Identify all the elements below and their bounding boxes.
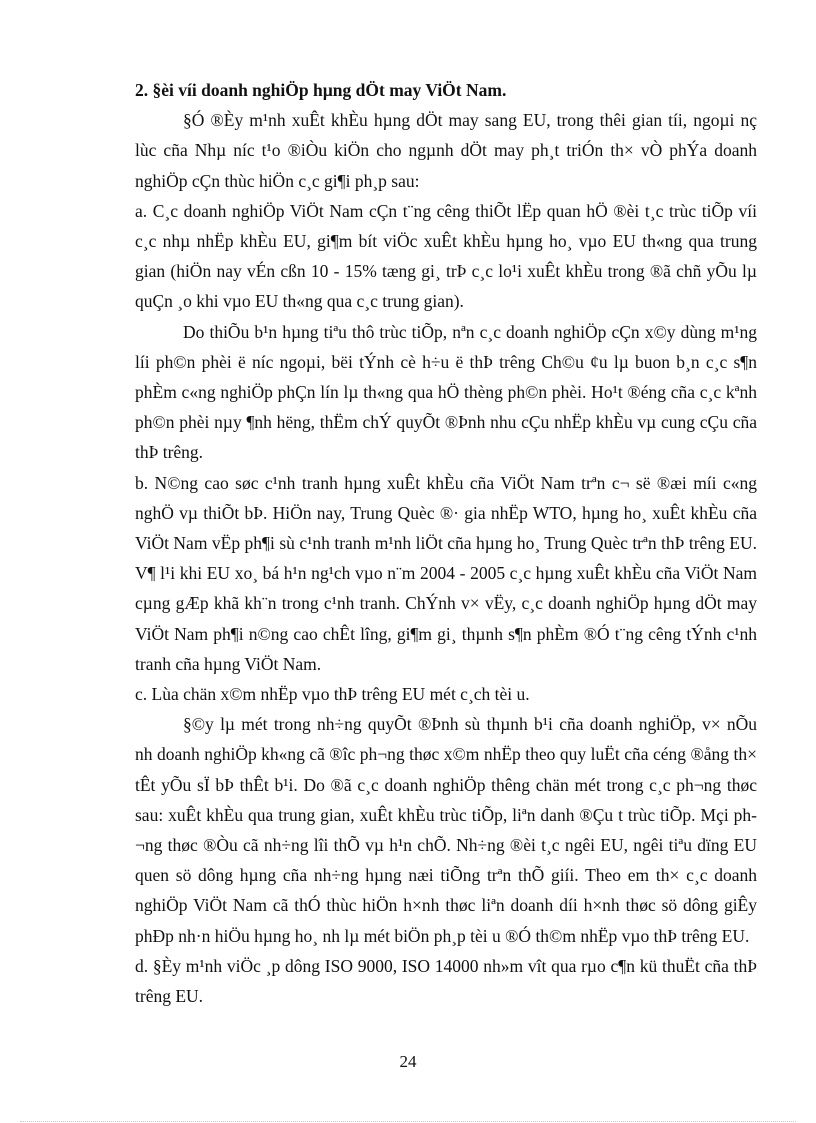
paragraph-distribution: Do thiÕu b¹n hµng tiªu thô trùc tiÕp, nªn c¸c doanh nghiÖp cÇn x©y dùng m¹ng líi ph©n phèi ë níc ngoµi, bëi tÝnh cè h÷u ë thÞ trêng Ch©u ¢u lµ buon b¸n c¸c s¶n phÈm c«ng nghiÖp phÇn lín lµ th«ng qua hÖ thèng ph©n phèi. Ho¹t ®éng cña c¸c kªnh ph©n phèi nµy ¶nh hëng, thËm chÝ quyÕt ®Þnh nhu cÇu nhËp khÈu vµ cung cÇu cña thÞ trêng. [135,321,757,463]
page-number: 24 [399,1052,417,1071]
paragraph-item-d: d. §Èy m¹nh viÖc ¸p dông ISO 9000, ISO 14000 nh»m vît qua rµo c¶n kü thuËt cña thÞ trêng EU. [135,955,757,1007]
paragraph-item-a: a. C¸c doanh nghiÖp ViÖt Nam cÇn t¨ng cêng thiÕt lËp quan hÖ ®èi t¸c trùc tiÕp víi c¸c nhµ nhËp khÈu EU, gi¶m bít viÖc xuÊt khÈu hµng ho¸ vµo EU th«ng qua trung gian (hiÖn nay vÉn cßn 10 - 15% tæng gi¸ trÞ c¸c lo¹i xuÊt khÈu trong ®ã chñ yÕu lµ quÇn ¸o khi vµo EU th«ng qua c¸c trung gian). [135,200,757,312]
paragraph-market-entry: §©y lµ mét trong nh÷ng quyÕt ®Þnh sù thµnh b¹i cña doanh nghiÖp, v× nÕu nh doanh nghiÖp kh«ng cã ®îc ph¬ng thøc x©m nhËp theo quy luËt cña céng ®ång th× tÊt yÕu sÏ bÞ thÊt b¹i. Do ®ã c¸c doanh nghiÖp thêng chän mét trong c¸c ph¬ng thøc sau: xuÊt khÈu qua trung gian, xuÊt khÈu trùc tiÕp, liªn danh ®Çu t trùc tiÕp. Mçi ph¬ng thøc ®Òu cã nh÷ng lîi thÕ vµ h¹n chÕ. Nh÷ng ®èi t¸c ngêi EU, ngêi tiªu dïng EU quen sö dông hµng cña nh÷ng hµng næi tiÕng trªn thÕ giíi. Theo em th× c¸c doanh nghiÖp ViÖt Nam cã thÓ thùc hiÖn h×nh thøc liªn doanh díi h×nh thøc sö dông giÊy phÐp nh·n hiÖu hµng ho¸ nh lµ mét biÖn ph¸p tèi u ®Ó th©m nhËp vµo thÞ trêng EU. [135,714,757,946]
section-heading: 2. §èi víi doanh nghiÖp hµng dÖt may ViÖt Nam. [135,80,507,100]
page-bottom-divider [20,1121,796,1122]
document-body [135,75,757,1011]
paragraph-item-c: c. Lùa chän x©m nhËp vµo thÞ trêng EU mét c¸ch tèi u. [135,684,530,705]
paragraph-item-b: b. N©ng cao søc c¹nh tranh hµng xuÊt khÈu cña ViÖt Nam trªn c¬ së ®æi míi c«ng nghÖ vµ thiÕt bÞ. HiÖn nay, Trung Quèc ®· gia nhËp WTO, hµng ho¸ xuÊt khÈu cña ViÖt Nam vËp ph¶i sù c¹nh tranh m¹nh liÖt cña hµng ho¸ Trung Quèc trªn thÞ trêng EU. V¶ l¹i khi EU xo¸ bá h¹n ng¹ch vµo n¨m 2004 - 2005 c¸c hµng xuÊt khÈu cña ViÖt Nam cµng gÆp khã kh¨n trong c¹nh tranh. ChÝnh v× vËy, c¸c doanh nghiÖp hµng dÖt may ViÖt Nam ph¶i n©ng cao chÊt lîng, gi¶m gi¸ thµnh s¶n phÈm ®Ó t¨ng cêng tÝnh c¹nh tranh cña hµng ViÖt Nam. [135,472,757,674]
paragraph-intro: §Ó ®Èy m¹nh xuÊt khÈu hµng dÖt may sang EU, trong thêi gian tíi, ngoµi nç lùc cña Nhµ níc t¹o ®iÒu kiÖn cho ngµnh dÖt may ph¸t triÓn th× vÒ phÝa doanh nghiÖp cÇn thùc hiÖn c¸c gi¶i ph¸p sau: [135,110,757,191]
